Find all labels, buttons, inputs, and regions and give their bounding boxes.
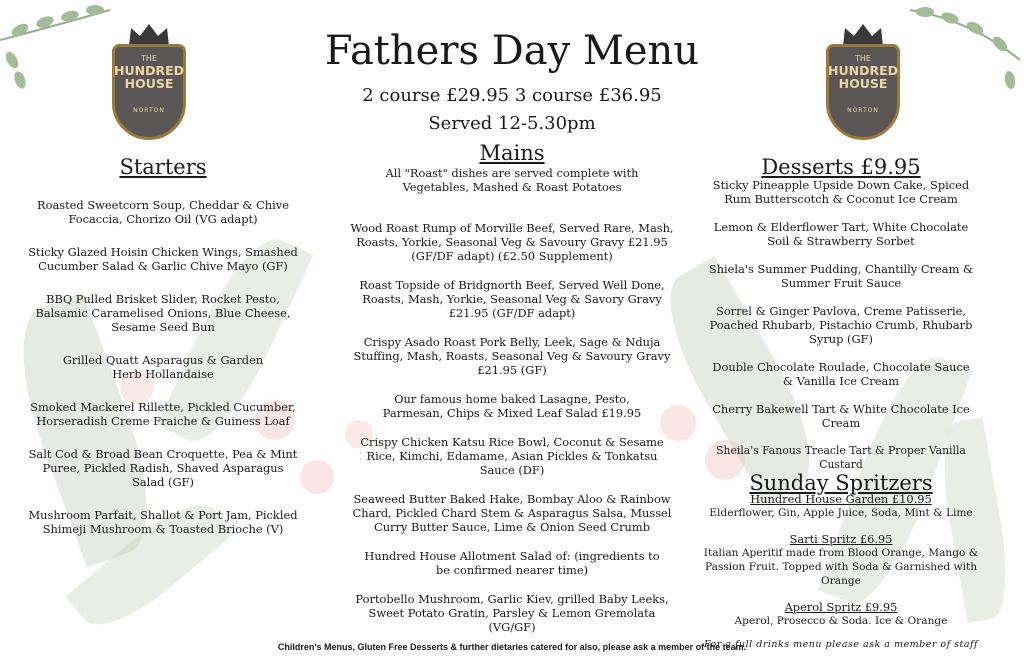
desserts-heading: Desserts £9.95 [761,155,921,179]
menu-item: Crispy Asado Roast Pork Belly, Leek, Sage & Nduja Stuffing, Mash, Roasts, Seasonal Veg & Savoury Gravy £21.95 (GF) [353,335,671,377]
menu-item: Smoked Mackerel Rillette, Pickled Cucumber, Horseradish Creme Fraiche & Guiness Loaf [30,400,296,428]
spritzer-name: Aperol Spritz £9.95 [784,600,898,614]
menu-item: Double Chocolate Roulade, Chocolate Sauce & Vanilla Ice Cream [712,360,970,388]
spritzer-name: Hundred House Garden £10.95 [750,492,932,506]
logo-text: HUNDRED HOUSE [114,63,184,91]
logo-text: NORTON [847,107,879,114]
mains-heading: Mains [479,141,545,165]
drinks-note: For a full drinks menu please ask a member of staff [703,639,979,650]
menu-item: Sticky Glazed Hoisin Chicken Wings, Smashed Cucumber Salad & Garlic Chive Mayo (GF) [28,245,298,273]
desserts-section [702,155,980,652]
spritzer-name: Sarti Spritz £6.95 [789,532,893,546]
starters-section [28,155,298,536]
menu-item: Seaweed Butter Baked Hake, Bombay Aloo & Rainbow Chard, Pickled Chard Stem & Asparagus Salsa, Mussel Curry Butter Sauce, Lime & Onion Seed Crumb [352,492,672,534]
menu-item: Sorrel & Ginger Pavlova, Creme Patisserie, Poached Rhubarb, Pistachio Crumb, Rhubarb Syrup (GF) [709,304,973,346]
logo-text: HUNDRED HOUSE [828,63,898,91]
menu-item: Roasted Sweetcorn Soup, Cheddar & Chive Focaccia, Chorizo Oil (VG adapt) [37,198,289,226]
menu-item: Crispy Chicken Katsu Rice Bowl, Coconut & Sesame Rice, Kimchi, Edamame, Asian Pickles & Tonkatsu Sauce (DF) [360,435,664,477]
menu-item: Cherry Bakewell Tart & White Chocolate Ice Cream [712,402,970,430]
logo-text: NORTON [133,107,165,114]
menu-item: Our famous home baked Lasagne, Pesto, Parmesan, Chips & Mixed Leaf Salad £19.95 [382,392,642,420]
spritzer-description: Italian Aperitif made from Blood Orange, Mango & Passion Fruit. Topped with Soda & Garnished with Orange [703,547,979,587]
spritzer-description: Elderflower, Gin, Apple Juice, Soda, Mint & Lime [709,507,973,519]
menu-item: Shiela's Summer Pudding, Chantilly Cream & Summer Fruit Sauce [708,262,974,290]
menu-item: Lemon & Elderflower Tart, White Chocolate Soil & Strawberry Sorbet [713,220,969,248]
spritzers-heading: Sunday Spritzers [749,471,933,495]
mains-intro: All "Roast" dishes are served complete with Vegetables, Mashed & Roast Potatoes [385,166,639,194]
menu-item: Hundred House Allotment Salad of: (ingredients to be confirmed nearer time) [364,549,660,577]
mains-section [350,141,674,634]
menu-item: Salt Cod & Broad Bean Croquette, Pea & Mint Puree, Pickled Radish, Shaved Asparagus Salad (GF) [28,447,298,489]
menu-item: BBQ Pulled Brisket Slider, Rocket Pesto, Balsamic Caramelised Onions, Blue Cheese, Sesame Seed Bun [35,292,291,334]
menu-item: Sticky Pineapple Upside Down Cake, Spiced Rum Butterscotch & Coconut Ice Cream [712,178,970,206]
serving-times: Served 12-5.30pm [428,113,596,134]
logo-text: THE [141,54,157,63]
footer-note: Children's Menus, Gluten Free Desserts & further dietaries catered for also, please ask a member of the team. [277,642,747,652]
starters-heading: Starters [119,155,207,179]
menu-item: Portobello Mushroom, Garlic Kiev, grilled Baby Leeks, Sweet Potato Gratin, Parsley & Lemon Gremolata (VG/GF) [355,592,669,634]
menu-item: Mushroom Parfait, Shallot & Port Jam, Pickled Shimeji Mushroom & Toasted Brioche (V) [28,508,298,536]
menu-item: Sheila's Fanous Treacle Tart & Proper Vanilla Custard [716,444,966,471]
spritzer-description: Aperol, Prosecco & Soda. Ice & Orange [734,615,948,627]
page-title: Fathers Day Menu [324,28,700,74]
menu-item: Wood Roast Rump of Morville Beef, Served Rare, Mash, Roasts, Yorkie, Seasonal Veg & Savoury Gravy £21.95 (GF/DF adapt) (£2.50 Supplement) [350,221,674,263]
logo-text: THE [855,54,871,63]
menu-item: Grilled Quatt Asparagus & Garden Herb Hollandaise [62,353,264,381]
menu-item: Roast Topside of Bridgnorth Beef, Served Well Done, Roasts, Mash, Yorkie, Seasonal Veg & Savory Gravy £21.95 (GF/DF adapt) [359,278,665,320]
price-line: 2 course £29.95 3 course £36.95 [362,85,662,106]
flower-decoration [300,460,334,494]
